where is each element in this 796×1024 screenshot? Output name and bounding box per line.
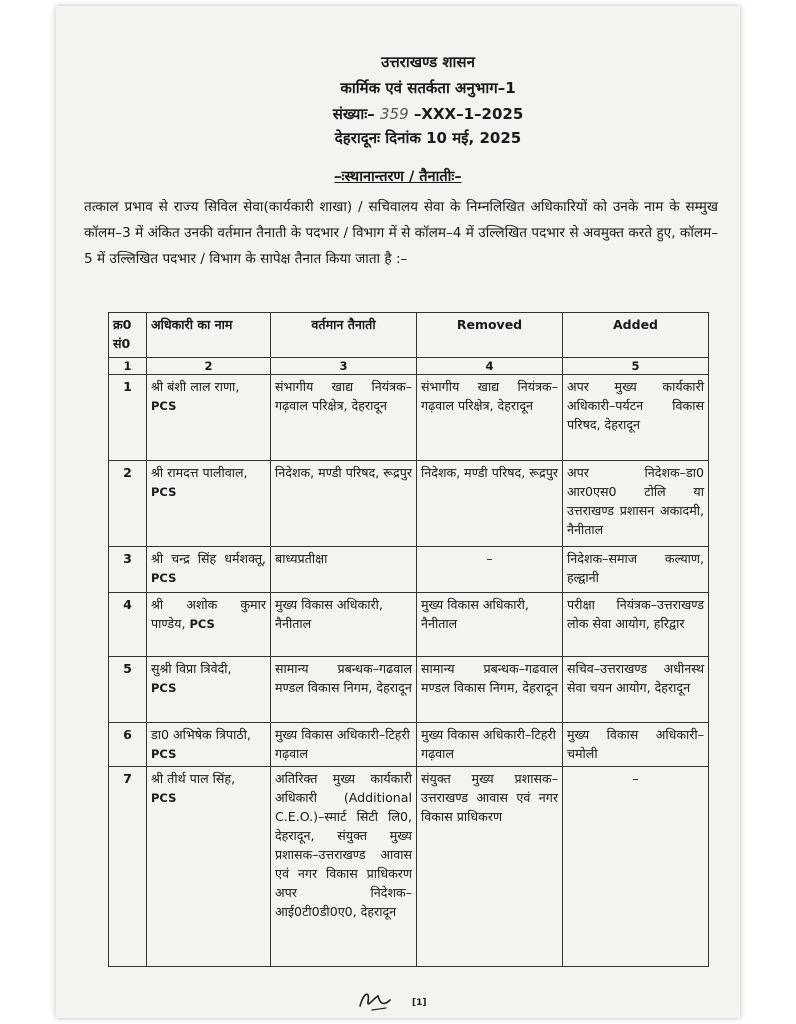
- column-number: 3: [271, 358, 417, 375]
- document-page: [56, 6, 740, 1018]
- department-title: कार्मिक एवं सतर्कता अनुभाग–1: [340, 79, 516, 97]
- row-sn: 7: [109, 767, 147, 967]
- row-name: [147, 657, 271, 723]
- officer-name: श्री तीर्थ पाल सिंह,: [151, 771, 236, 786]
- table-row: [109, 375, 709, 461]
- column-number: 1: [109, 358, 147, 375]
- row-removed: मुख्य विकास अधिकारी, नैनीताल: [417, 593, 563, 657]
- header-added: Added: [563, 313, 709, 358]
- row-added: मुख्य विकास अधिकारी–चमोली: [563, 723, 709, 767]
- empty-dash: –: [486, 551, 493, 566]
- table-row: [109, 723, 709, 767]
- row-current: बाध्यप्रतीक्षा: [271, 547, 417, 593]
- officer-service: PCS: [151, 747, 177, 761]
- row-added: सचिव–उत्तराखण्ड अधीनस्थ सेवा चयन आयोग, देहरादून: [563, 657, 709, 723]
- row-name: [147, 767, 271, 967]
- row-name: [147, 547, 271, 593]
- order-number-prefix: संख्याः–: [332, 105, 375, 123]
- order-number-suffix: –XXX–1–2025: [413, 105, 524, 123]
- row-removed: मुख्य विकास अधिकारी–टिहरी गढ़वाल: [417, 723, 563, 767]
- table-row: [109, 461, 709, 547]
- header-current: वर्तमान तैनाती: [271, 313, 417, 358]
- table-row: [109, 657, 709, 723]
- column-number: 5: [563, 358, 709, 375]
- officer-service: PCS: [189, 617, 215, 631]
- officer-name: श्री रामदत्त पालीवाल,: [151, 465, 248, 480]
- order-number-handwritten: 359: [380, 105, 409, 123]
- transfer-table: [108, 312, 709, 967]
- row-name: [147, 375, 271, 461]
- order-number: [86, 104, 770, 124]
- table-row: [109, 767, 709, 967]
- header-removed: Removed: [417, 313, 563, 358]
- officer-name: श्री बंशी लाल राणा,: [151, 379, 240, 394]
- empty-dash: –: [632, 771, 639, 786]
- row-sn: 2: [109, 461, 147, 547]
- officer-service: PCS: [151, 485, 177, 499]
- row-removed: संयुक्त मुख्य प्रशासक–उत्तराखण्ड आवास एवं नगर विकास प्राधिकरण: [417, 767, 563, 967]
- row-removed: निदेशक, मण्डी परिषद, रूद्रपुर: [417, 461, 563, 547]
- column-number: 4: [417, 358, 563, 375]
- row-removed: [417, 547, 563, 593]
- table-row: [109, 547, 709, 593]
- row-name: [147, 593, 271, 657]
- row-added: निदेशक–समाज कल्याण, हल्द्वानी: [563, 547, 709, 593]
- table-header-row: [109, 313, 709, 358]
- officer-name: श्री अशोक कुमार पाण्डेय,: [151, 597, 266, 631]
- row-current: निदेशक, मण्डी परिषद, रूद्रपुर: [271, 461, 417, 547]
- row-added: अपर मुख्य कार्यकारी अधिकारी–पर्यटन विकास परिषद, देहरादून: [563, 375, 709, 461]
- signature-mark: [356, 984, 396, 1014]
- row-sn: 3: [109, 547, 147, 593]
- row-removed: सामान्य प्रबन्धक–गढवाल मण्डल विकास निगम, देहरादून: [417, 657, 563, 723]
- officer-name: श्री चन्द्र सिंह धर्मशक्तू,: [151, 551, 266, 566]
- officer-service: PCS: [151, 399, 177, 413]
- order-paragraph: तत्काल प्रभाव से राज्य सिविल सेवा(कार्यकारी शाखा) / सचिवालय सेवा के निम्नलिखित अधिकारियों को उनके नाम के सम्मुख कॉलम–3 में अंकित उनकी वर्तमान तैनाती के पदभार / विभाग में से कॉलम–4 में उल्लिखित पदभार से अवमुक्त करते हुए, कॉलम–5 में उल्लिखित पदभार / विभाग के सापेक्ष तैनात किया जाता है :–: [84, 199, 718, 267]
- column-number: 2: [147, 358, 271, 375]
- table-row: [109, 593, 709, 657]
- row-current: मुख्य विकास अधिकारी–टिहरी गढ़वाल: [271, 723, 417, 767]
- row-sn: 6: [109, 723, 147, 767]
- officer-service: PCS: [151, 571, 177, 585]
- row-current: संभागीय खाद्य नियंत्रक–गढ़वाल परिक्षेत्र, देहरादून: [271, 375, 417, 461]
- row-added: [563, 767, 709, 967]
- row-sn: 1: [109, 375, 147, 461]
- page-number: [1]: [412, 998, 427, 1008]
- row-current: सामान्य प्रबन्धक–गढवाल मण्डल विकास निगम, देहरादून: [271, 657, 417, 723]
- officer-service: PCS: [151, 681, 177, 695]
- order-subject: –ःस्थानान्तरण / तैनातीः–: [334, 169, 462, 185]
- row-name: [147, 723, 271, 767]
- officer-name: डा0 अभिषेक त्रिपाठी,: [151, 727, 251, 742]
- officer-service: PCS: [151, 791, 177, 805]
- row-added: अपर निदेशक–डा0 आर0एस0 टोलि या उत्तराखण्ड प्रशासन अकादमी, नैनीताल: [563, 461, 709, 547]
- header-sn: क्र0 सं0: [109, 313, 147, 358]
- column-number-row: [109, 358, 709, 375]
- row-sn: 5: [109, 657, 147, 723]
- officer-name: सुश्री विप्रा त्रिवेदी,: [151, 661, 232, 676]
- row-removed: संभागीय खाद्य नियंत्रक–गढ़वाल परिक्षेत्र, देहरादून: [417, 375, 563, 461]
- row-name: [147, 461, 271, 547]
- row-sn: 4: [109, 593, 147, 657]
- row-current: अतिरिक्त मुख्य कार्यकारी अधिकारी (Additional C.E.O.)–स्मार्ट सिटी लि0, देहरादून, संयुक्त मुख्य प्रशासक–उत्तराखण्ड आवास एवं नगर विकास प्राधिकरण अपर निदेशक–आई0टी0डी0ए0, देहरादून: [271, 767, 417, 967]
- order-date: देहरादूनः दिनांक 10 मई, 2025: [334, 129, 522, 147]
- row-current: मुख्य विकास अधिकारी, नैनीताल: [271, 593, 417, 657]
- header-name: अधिकारी का नाम: [147, 313, 271, 358]
- row-added: परीक्षा नियंत्रक–उत्तराखण्ड लोक सेवा आयोग, हरिद्वार: [563, 593, 709, 657]
- govt-title: उत्तराखण्ड शासन: [381, 53, 475, 71]
